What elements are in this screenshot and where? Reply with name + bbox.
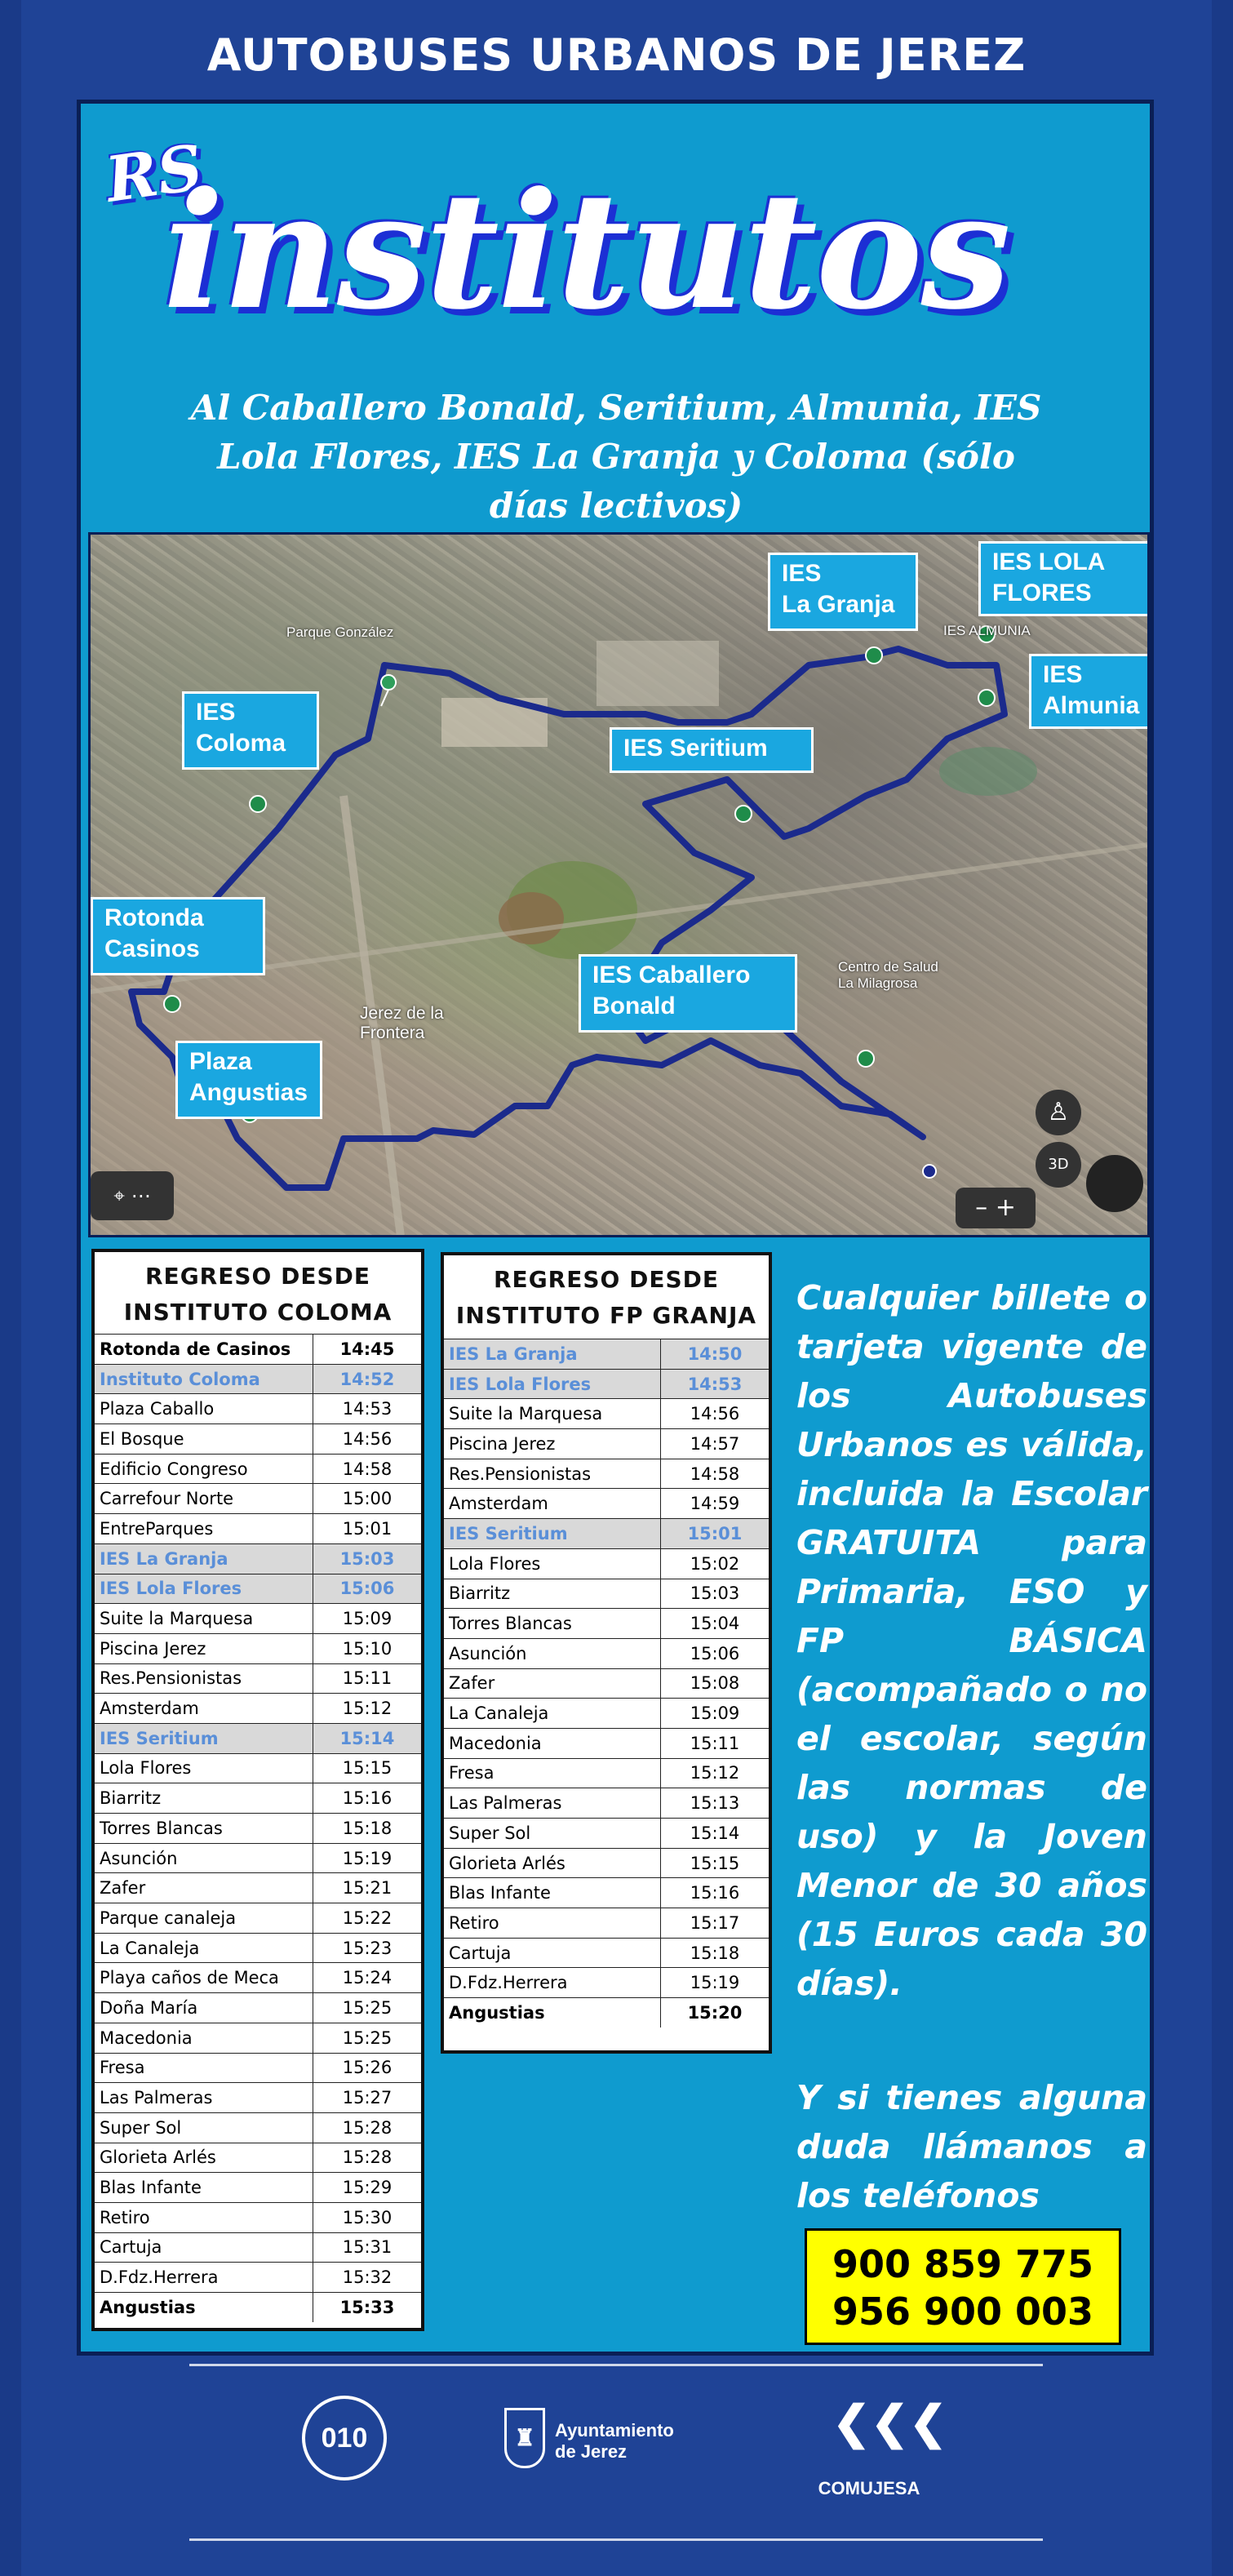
phone-number-2[interactable]: 956 900 003	[832, 2290, 1094, 2334]
stop-time: 15:30	[342, 2207, 393, 2227]
table-row	[444, 1579, 769, 1609]
table-row	[95, 1992, 421, 2023]
table-row	[444, 1548, 769, 1579]
stop-name: Las Palmeras	[95, 2083, 313, 2112]
fare-info: Cualquier billete o tarjeta vigente de los Autobuses Urbanos es válida, incluida la Escolar GRATUITA para Primaria, ESO y FP BÁSICA (acompañado o no el escolar, según las normas de uso) y la Joven Menor de 30 años (15 Euros cada 30 días).	[796, 1278, 1147, 2003]
stop-name: Asunción	[444, 1639, 661, 1668]
stop-time: 15:00	[342, 1489, 393, 1509]
table-row	[444, 1339, 769, 1369]
stop-time: 15:22	[342, 1908, 393, 1928]
table-row	[95, 2112, 421, 2143]
footer-divider-top	[189, 2364, 1043, 2366]
stop-name: Macedonia	[444, 1729, 661, 1758]
stop-time: 15:16	[690, 1883, 740, 1903]
table-row	[444, 1758, 769, 1788]
stop-time: 15:01	[687, 1523, 743, 1543]
table-row	[95, 1663, 421, 1694]
stop-name: Doña María	[95, 1993, 313, 2023]
stop-name: Playa caños de Meca	[95, 1963, 313, 1992]
stop-name: Edificio Congreso	[95, 1455, 313, 1484]
table-row	[444, 1818, 769, 1848]
stop-time: 14:58	[690, 1463, 740, 1484]
stop-time: 15:21	[342, 1878, 393, 1899]
phone-box	[805, 2228, 1121, 2345]
stop-time: 15:14	[339, 1728, 395, 1748]
stop-name: Super Sol	[95, 2113, 313, 2143]
table-row	[95, 2143, 421, 2173]
stop-name: Amsterdam	[95, 1694, 313, 1723]
stop-name: Glorieta Arlés	[95, 2143, 313, 2173]
label-ies-coloma[interactable]: IES Coloma	[182, 691, 319, 770]
stop-name: D.Fdz.Herrera	[444, 1968, 661, 1997]
stop-time: 15:26	[342, 2058, 393, 2078]
phone-number-1[interactable]: 900 859 775	[832, 2242, 1094, 2286]
stop-time: 15:31	[342, 2237, 393, 2258]
stop-time: 15:16	[342, 1788, 393, 1809]
stop-time: 15:19	[342, 1848, 393, 1868]
street-view-icon[interactable]: ♙	[1036, 1090, 1081, 1135]
stop-name: Fresa	[95, 2054, 313, 2083]
stop-time: 15:28	[342, 2117, 393, 2138]
table-row	[444, 1608, 769, 1638]
stop-name: Rotonda de Casinos	[95, 1335, 313, 1364]
logo-ayuntamiento: Ayuntamiento de Jerez	[555, 2420, 674, 2462]
table-row	[444, 1488, 769, 1518]
stop-time: 15:01	[342, 1518, 393, 1539]
stop-name: Carrefour Norte	[95, 1484, 313, 1513]
table-row	[95, 1783, 421, 1813]
table-row	[95, 1933, 421, 1963]
table-row	[444, 1668, 769, 1699]
stop-time: 15:29	[342, 2178, 393, 2198]
stop-time: 15:09	[690, 1703, 740, 1724]
table-row	[444, 1369, 769, 1399]
stop-time: 15:20	[687, 2002, 743, 2023]
table-row	[95, 1633, 421, 1663]
stop-name: D.Fdz.Herrera	[95, 2263, 313, 2292]
stop-time: 15:32	[342, 2267, 393, 2288]
table-row	[95, 1723, 421, 1753]
stop-time: 15:11	[342, 1668, 393, 1689]
table-row	[444, 1788, 769, 1818]
stop-time: 15:14	[690, 1823, 740, 1843]
stop-time: 15:24	[342, 1968, 393, 1988]
rs-logo-text: RS	[101, 131, 207, 216]
table-row	[95, 2023, 421, 2053]
contact-info: Y si tienes alguna duda llámanos a los teléfonos	[796, 2078, 1147, 2215]
table-row	[95, 1513, 421, 1543]
stop-name: Blas Infante	[95, 2173, 313, 2202]
stop-time: 15:09	[342, 1609, 393, 1629]
label-ies-seritium[interactable]: IES Seritium	[610, 727, 814, 773]
stop-time: 15:04	[690, 1614, 740, 1634]
stop-time: 15:15	[342, 1758, 393, 1779]
stop-name: IES Seritium	[95, 1724, 313, 1753]
table-row	[95, 1423, 421, 1454]
stop-time: 15:18	[342, 1818, 393, 1838]
label-plaza-angustias[interactable]: Plaza Angustias	[175, 1041, 322, 1119]
subtitle-line-2: Lola Flores, IES La Granja y Coloma (sólo	[217, 437, 1015, 477]
stop-time: 15:03	[339, 1548, 395, 1569]
stop-time: 15:06	[690, 1643, 740, 1663]
stop-name: Res.Pensionistas	[444, 1459, 661, 1489]
stop-name: Biarritz	[444, 1579, 661, 1609]
label-ies-lola-flores[interactable]: IES LOLA FLORES	[978, 541, 1150, 616]
label-ies-la-granja[interactable]: IES La Granja	[768, 553, 918, 631]
table-row	[95, 1393, 421, 1423]
table-row	[95, 2082, 421, 2112]
stop-name: Amsterdam	[444, 1489, 661, 1518]
table-coloma-title-1: REGRESO DESDE	[145, 1263, 370, 1290]
stop-name: Glorieta Arlés	[444, 1849, 661, 1878]
stop-time: 15:06	[339, 1579, 395, 1599]
stop-name: Suite la Marquesa	[444, 1399, 661, 1428]
stop-time: 15:03	[690, 1583, 740, 1604]
stop-name: La Canaleja	[444, 1699, 661, 1728]
table-row	[95, 2053, 421, 2083]
label-ies-caballero-bonald[interactable]: IES Caballero Bonald	[579, 954, 797, 1033]
stop-name: Blas Infante	[444, 1878, 661, 1908]
stop-time: 15:17	[690, 1912, 740, 1933]
stop-name: Retiro	[95, 2203, 313, 2232]
map-layers-button[interactable]: ⌖ ⋯	[91, 1171, 174, 1220]
stop-time: 14:53	[342, 1399, 393, 1419]
stop-name: Res.Pensionistas	[95, 1664, 313, 1694]
table-row	[95, 1543, 421, 1574]
frame-left	[0, 0, 21, 2576]
stop-name: El Bosque	[95, 1424, 313, 1454]
table-granja-title-2: INSTITUTO FP GRANJA	[455, 1302, 757, 1329]
table-row	[444, 1848, 769, 1878]
stop-time: 15:15	[690, 1853, 740, 1873]
stop-time: 15:27	[342, 2088, 393, 2108]
stop-time: 15:19	[690, 1973, 740, 1993]
table-row	[95, 2172, 421, 2202]
stop-time: 14:56	[690, 1404, 740, 1424]
table-row	[95, 2202, 421, 2232]
table-row	[444, 1997, 769, 2027]
stop-name: IES Lola Flores	[95, 1574, 313, 1604]
subtitle	[180, 384, 1053, 531]
stop-name: Las Palmeras	[444, 1788, 661, 1818]
stop-name: Angustias	[444, 1998, 661, 2027]
schedule-table-granja	[441, 1252, 772, 2054]
logo-010: 010	[302, 2396, 387, 2481]
stop-name: Cartuja	[444, 1939, 661, 1968]
table-row	[95, 1574, 421, 1604]
table-row	[444, 1698, 769, 1728]
map-place-parque: Parque González	[286, 624, 394, 640]
table-granja-title-1: REGRESO DESDE	[494, 1266, 719, 1293]
stop-name: Zafer	[444, 1669, 661, 1699]
map-place-jerez: Jerez de la Frontera	[360, 1004, 444, 1042]
stop-time: 14:59	[690, 1494, 740, 1514]
map-place-almunia: IES ALMUNIA	[943, 623, 1031, 638]
stop-time: 15:13	[690, 1793, 740, 1814]
table-row	[95, 2292, 421, 2322]
zoom-controls[interactable]: – +	[956, 1188, 1036, 1228]
stop-time: 15:12	[342, 1699, 393, 1719]
table-row	[444, 1638, 769, 1668]
stop-name: Suite la Marquesa	[95, 1604, 313, 1633]
table-row	[95, 1903, 421, 1933]
table-row	[95, 1753, 421, 1783]
stop-time: 14:57	[690, 1433, 740, 1454]
table-row	[444, 1728, 769, 1758]
stop-name: Torres Blancas	[444, 1609, 661, 1638]
frame-right	[1212, 0, 1233, 2576]
stop-time: 14:58	[342, 1459, 393, 1479]
table-row	[444, 1938, 769, 1968]
stop-name: IES Lola Flores	[444, 1370, 661, 1399]
stop-name: La Canaleja	[95, 1934, 313, 1963]
table-row	[95, 1813, 421, 1843]
stop-name: Plaza Caballo	[95, 1394, 313, 1423]
map-place-centro: Centro de Salud La Milagrosa	[838, 959, 938, 991]
stop-name: Piscina Jerez	[95, 1634, 313, 1663]
map-3d-button[interactable]: 3D	[1036, 1142, 1081, 1188]
comujesa-icon: ❮❮❮	[832, 2396, 947, 2448]
stop-name: IES La Granja	[444, 1339, 661, 1369]
subtitle-line-3: días lectivos)	[489, 486, 743, 526]
stop-name: Biarritz	[95, 1783, 313, 1813]
globe-icon[interactable]	[1086, 1155, 1143, 1212]
stop-name: Super Sol	[444, 1819, 661, 1848]
subtitle-line-1: Al Caballero Bonald, Seritium, Almunia, IES	[190, 388, 1042, 428]
label-ies-almunia[interactable]: IES Almunia	[1029, 654, 1150, 729]
stop-name: Instituto Coloma	[95, 1365, 313, 1394]
table-row	[95, 1962, 421, 1992]
company-title: AUTOBUSES URBANOS DE JEREZ	[206, 29, 1027, 81]
stop-name: Angustias	[95, 2293, 313, 2322]
stop-time: 14:56	[342, 1428, 393, 1449]
table-row	[95, 1334, 421, 1364]
table-row	[95, 1693, 421, 1723]
stop-name: Parque canaleja	[95, 1903, 313, 1933]
stop-name: Macedonia	[95, 2023, 313, 2053]
table-coloma-rows	[95, 1334, 421, 2322]
table-row	[444, 1967, 769, 1997]
stop-name: EntreParques	[95, 1514, 313, 1543]
stop-name: IES Seritium	[444, 1519, 661, 1548]
label-rotonda-casinos[interactable]: Rotonda Casinos	[91, 897, 265, 975]
route-map-overlay	[91, 535, 1147, 1235]
table-row	[95, 2232, 421, 2263]
stop-name: Cartuja	[95, 2233, 313, 2263]
table-row	[95, 2262, 421, 2292]
stop-time: 15:33	[339, 2297, 395, 2317]
page-title: institutos	[163, 158, 1009, 345]
stop-time: 14:52	[339, 1369, 395, 1389]
schedule-table-coloma	[91, 1249, 424, 2331]
logo-comujesa: COMUJESA	[818, 2478, 920, 2498]
footer-divider-bottom	[189, 2538, 1043, 2541]
stop-time: 15:25	[342, 1997, 393, 2018]
table-row	[444, 1428, 769, 1459]
stop-name: Retiro	[444, 1908, 661, 1938]
stop-name: IES La Granja	[95, 1544, 313, 1574]
stop-name: Lola Flores	[444, 1549, 661, 1579]
stop-time: 14:50	[687, 1344, 743, 1364]
stop-name: Zafer	[95, 1873, 313, 1903]
jerez-shield-icon: ♜	[504, 2408, 545, 2468]
stop-time: 15:10	[342, 1638, 393, 1659]
stop-name: Asunción	[95, 1844, 313, 1873]
table-row	[95, 1872, 421, 1903]
table-row	[95, 1454, 421, 1484]
table-granja-rows	[444, 1339, 769, 2027]
table-row	[444, 1459, 769, 1489]
stop-time: 14:45	[339, 1339, 395, 1359]
stop-time: 15:02	[690, 1553, 740, 1574]
stop-name: Torres Blancas	[95, 1814, 313, 1843]
table-row	[444, 1877, 769, 1908]
stop-name: Lola Flores	[95, 1754, 313, 1783]
stop-time: 15:28	[342, 2147, 393, 2168]
route-map[interactable]	[88, 532, 1150, 1237]
stop-time: 15:18	[690, 1943, 740, 1963]
table-row	[444, 1908, 769, 1938]
table-row	[95, 1364, 421, 1394]
stop-time: 15:25	[342, 2027, 393, 2048]
stop-name: Piscina Jerez	[444, 1429, 661, 1459]
stop-time: 15:08	[690, 1673, 740, 1694]
stop-name: Fresa	[444, 1759, 661, 1788]
table-row	[95, 1483, 421, 1513]
stop-time: 15:11	[690, 1733, 740, 1753]
table-row	[444, 1518, 769, 1548]
table-row	[95, 1843, 421, 1873]
stop-time: 15:12	[690, 1763, 740, 1783]
table-row	[95, 1603, 421, 1633]
stop-time: 14:53	[687, 1374, 743, 1394]
table-coloma-title-2: INSTITUTO COLOMA	[123, 1299, 393, 1326]
table-row	[444, 1398, 769, 1428]
stop-time: 15:23	[342, 1938, 393, 1958]
